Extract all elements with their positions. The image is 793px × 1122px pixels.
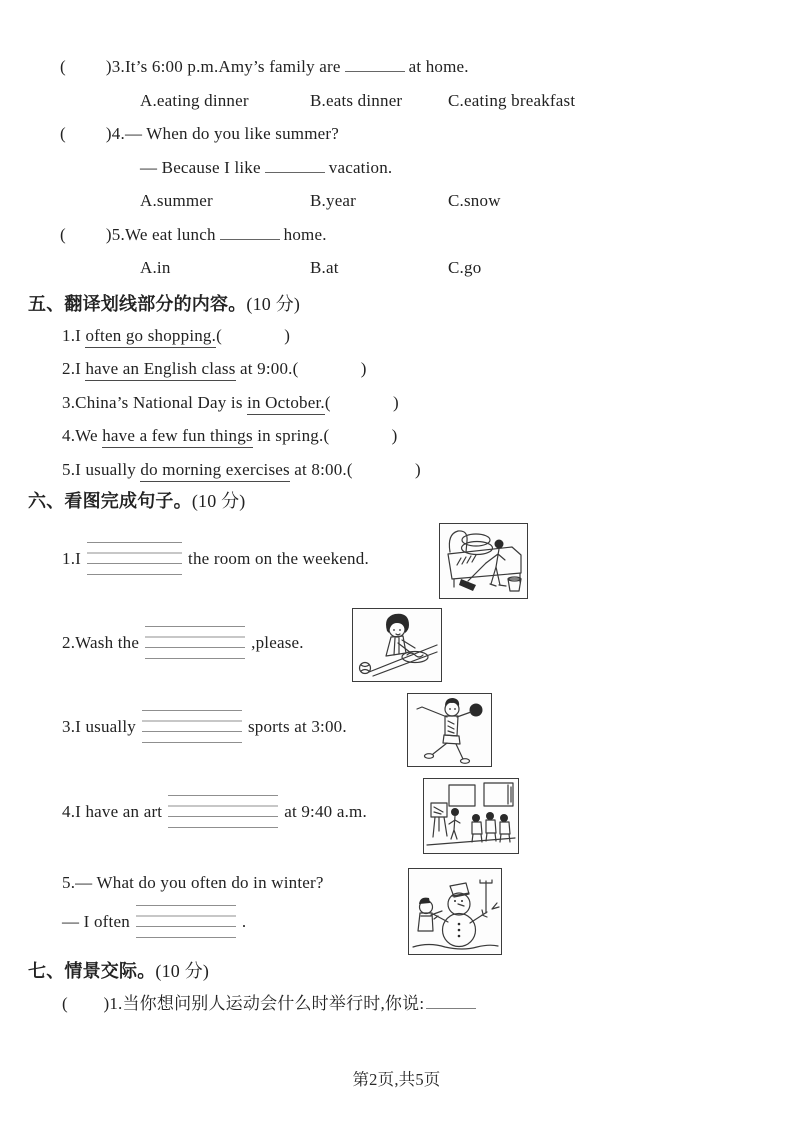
mc-question-4-options <box>60 184 757 218</box>
item-text: 3.I usually <box>62 716 136 736</box>
s5-item-3 <box>62 386 757 420</box>
answer-paren: ( )4. <box>60 124 125 143</box>
option-a: A.eating dinner <box>140 90 249 110</box>
item-text: 当你想问别人运动会什么时举行时,你说: <box>122 994 425 1013</box>
girl-washing-clothes-image <box>352 608 442 682</box>
s5-item-2 <box>62 352 757 386</box>
option-b: B.at <box>310 258 339 277</box>
section-6-title: 六、看图完成句子。 <box>28 491 192 511</box>
fill-blank <box>345 57 405 72</box>
item-text: 4.I have an art <box>62 801 163 821</box>
mc-question-4-reply <box>60 151 757 185</box>
s6-item-3-text <box>62 710 347 743</box>
answer-paren: ( )3. <box>60 57 125 76</box>
underlined-phrase: have a few fun things <box>102 426 253 448</box>
underlined-phrase: do morning exercises <box>140 460 289 482</box>
option-b: B.eats dinner <box>310 90 403 110</box>
option-a: A.summer <box>140 191 213 210</box>
page-footer: 第2页,共5页 <box>352 1070 441 1089</box>
item-text-after: ,please. <box>251 632 304 652</box>
s6-item-5 <box>60 854 757 956</box>
item-text-after: ( ) <box>324 392 399 412</box>
item-text-after: the room on the weekend. <box>188 548 369 568</box>
writing-lines-blank <box>145 626 245 659</box>
section-7-title: 七、情景交际。 <box>28 961 156 981</box>
mc-question-5 <box>60 218 757 252</box>
s6-item-1-text <box>62 542 369 575</box>
option-c: C.go <box>448 258 482 277</box>
item-text: 1.I <box>62 548 82 568</box>
boy-mopping-room-image <box>439 523 528 599</box>
s5-item-4 <box>62 419 757 453</box>
question-text-after: at home. <box>408 57 469 76</box>
mc-question-3-options <box>60 84 757 118</box>
mc-question-4 <box>60 117 757 151</box>
question-text: It’s 6:00 p.m.Amy’s family are <box>124 57 341 76</box>
section-6-score: (10 分) <box>191 491 246 511</box>
s6-item-4 <box>60 768 757 854</box>
answer-paren: ( )1. <box>62 994 123 1013</box>
s6-item-1 <box>60 516 757 600</box>
section-7-score: (10 分) <box>155 961 210 981</box>
underlined-phrase: have an English class <box>85 359 235 381</box>
s6-item-4-text <box>62 795 367 828</box>
mc-question-5-options <box>60 251 757 285</box>
item-text: 3.China’s National Day is <box>62 392 248 412</box>
s6-item-3 <box>60 684 757 768</box>
item-text-after: in spring.( ) <box>252 426 398 445</box>
section-7-header <box>28 956 757 986</box>
section-6-header <box>28 486 757 516</box>
option-b: B.year <box>310 191 357 210</box>
underlined-phrase: in October. <box>247 393 325 415</box>
writing-lines-blank <box>136 905 236 938</box>
question-text: — Because I like <box>140 157 261 177</box>
item-text: 1.I <box>62 325 86 345</box>
fill-blank <box>220 225 280 240</box>
section-5-title: 五、翻译划线部分的内容。 <box>28 293 247 314</box>
writing-lines-blank <box>87 542 182 575</box>
s6-item-2 <box>60 600 757 684</box>
answer-paren: ( )5. <box>60 224 125 244</box>
option-a: A.in <box>140 258 171 277</box>
fill-blank <box>265 158 325 173</box>
item-text-after: . <box>241 911 247 931</box>
section-5-header <box>28 289 757 319</box>
writing-lines-blank <box>168 795 278 828</box>
mc-question-3 <box>60 50 757 84</box>
s6-item-2-text <box>62 626 304 659</box>
writing-lines-blank <box>142 710 242 743</box>
section-5-score: (10 分) <box>246 293 301 314</box>
item-text-after: at 8:00.( ) <box>289 459 421 479</box>
boy-playing-ball-image <box>407 693 492 767</box>
item-text: — I often <box>62 911 130 931</box>
s5-item-5 <box>62 453 757 487</box>
underlined-phrase: often go shopping. <box>85 326 216 348</box>
s5-item-1 <box>62 319 757 353</box>
question-text: — When do you like summer? <box>124 124 339 143</box>
item-text-after: sports at 3:00. <box>247 716 347 736</box>
question-text: We eat lunch <box>124 224 216 244</box>
item-text-after: at 9:40 a.m. <box>284 801 367 821</box>
item-text: 2.Wash the <box>62 632 140 652</box>
item-text: 5.I usually <box>62 459 141 479</box>
item-question: 5.— What do you often do in winter? <box>62 872 324 892</box>
item-text: 2.I <box>62 359 86 378</box>
question-text-after: vacation. <box>328 157 393 177</box>
child-making-snowman-image <box>408 868 502 955</box>
option-c: C.snow <box>448 191 501 210</box>
students-art-class-image <box>423 778 519 854</box>
s6-item-5-text <box>62 873 324 938</box>
item-text-after: at 9:00.( ) <box>235 359 367 378</box>
fill-blank <box>426 994 476 1009</box>
option-c: C.eating breakfast <box>448 90 576 110</box>
item-text-after: ( ) <box>216 325 291 345</box>
question-text-after: home. <box>283 224 327 244</box>
item-answer-line <box>62 905 324 938</box>
item-text: 4.We <box>62 426 103 445</box>
s7-item-1 <box>62 986 757 1022</box>
